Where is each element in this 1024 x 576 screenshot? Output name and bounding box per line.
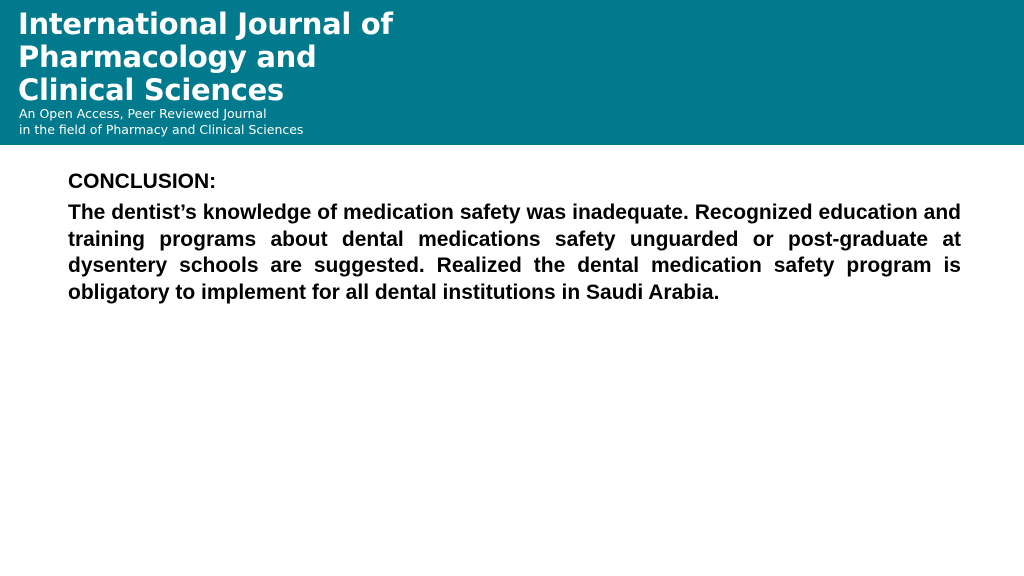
slide-content [68, 168, 961, 306]
journal-title-line: Pharmacology and [18, 40, 317, 74]
conclusion-paragraph: The dentist’s knowledge of medication safety was inadequate. Recognized education and training programs about dental medications safety unguarded or post-graduate at dysentery schools are suggested. Realized the dental medication safety program is obligatory to implement for all dental institutions in Saudi Arabia. [68, 201, 961, 304]
conclusion-heading: CONCLUSION: [68, 170, 217, 193]
journal-subtitle-line: in the field of Pharmacy and Clinical Sciences [19, 122, 304, 137]
journal-title-line: International Journal of [18, 7, 393, 41]
journal-title [18, 8, 618, 107]
journal-subtitle [19, 106, 303, 138]
journal-header-banner [0, 0, 1024, 145]
journal-title-line: Clinical Sciences [18, 73, 284, 107]
journal-subtitle-line: An Open Access, Peer Reviewed Journal [19, 106, 267, 121]
